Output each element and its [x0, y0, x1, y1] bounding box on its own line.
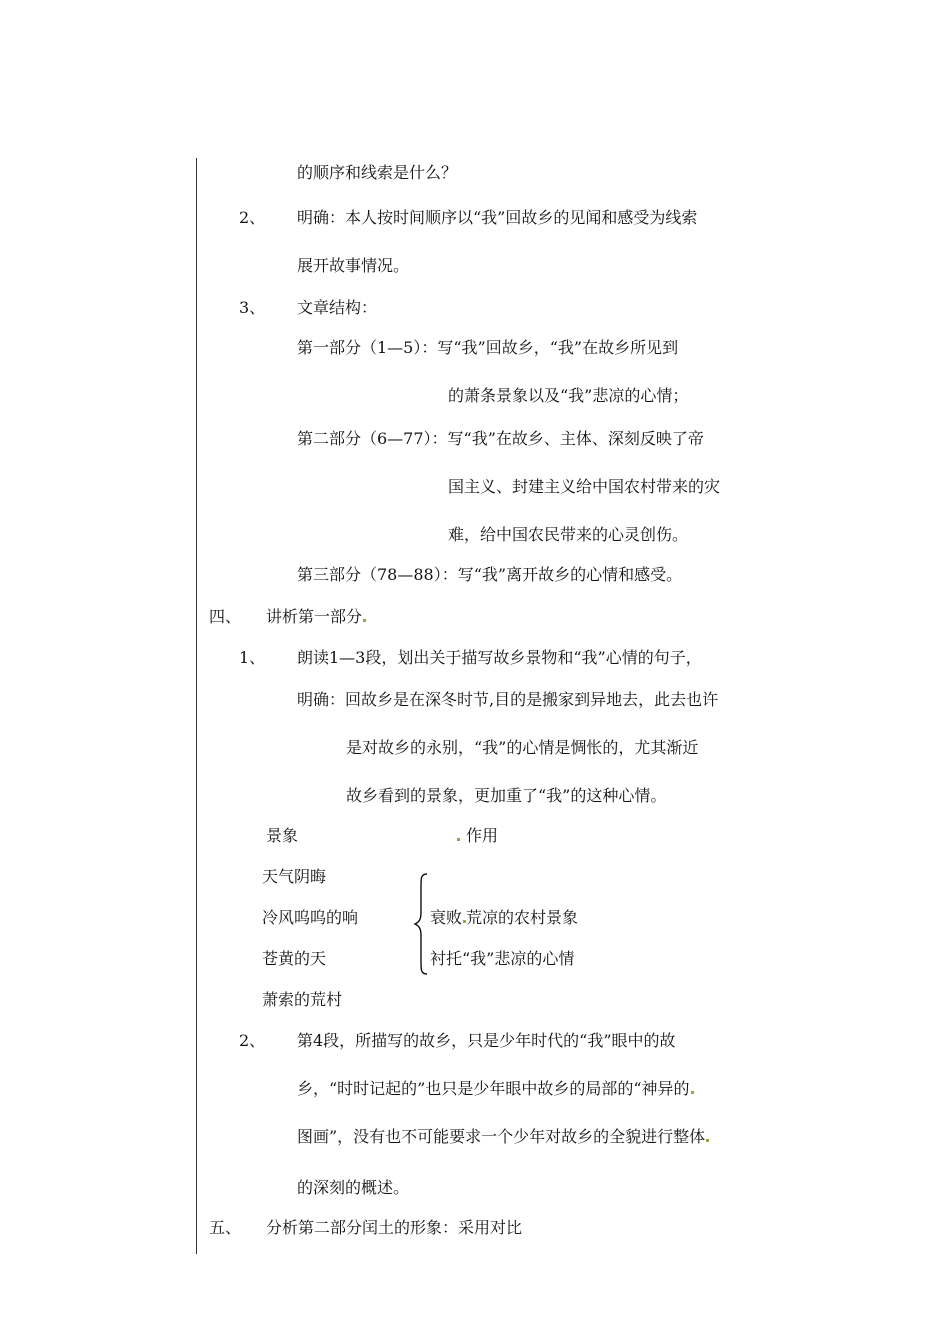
part-one-line: 的萧条景象以及“我”悲凉的心情； — [448, 386, 689, 405]
curly-brace-icon — [413, 872, 431, 976]
section-number: 四、 — [209, 607, 242, 626]
part-two-line: 第二部分（6—77）：写“我”在故乡、主体、深刻反映了帝 — [297, 429, 704, 448]
text-line: 明确：回故乡是在深冬时节,目的是搬家到异地去，此去也许 — [297, 690, 719, 709]
text-line: 展开故事情况。 — [297, 256, 410, 275]
section-number: 五、 — [209, 1218, 242, 1237]
text-line: 的深刻的概述。 — [297, 1178, 410, 1197]
margin-line — [196, 158, 197, 1254]
scene-item: 萧索的荒村 — [262, 990, 343, 1009]
text-line: 图画”，没有也不可能要求一个少年对故乡的全貌进行整体 — [297, 1127, 709, 1147]
item-number: 2、 — [239, 1031, 266, 1050]
item-number: 1、 — [239, 648, 266, 667]
item-number: 2、 — [239, 208, 266, 227]
text-line: 是对故乡的永别，“我”的心情是惆怅的，尤其渐近 — [346, 738, 699, 757]
table-header-effect: 作用 — [456, 826, 498, 846]
text-line: 朗读1—3段，划出关于描写故乡景物和“我”心情的句子， — [297, 648, 702, 667]
item-number: 3、 — [239, 298, 266, 317]
part-two-line: 国主义、封建主义给中国农村带来的灾 — [448, 477, 721, 496]
part-three-line: 第三部分（78—88）：写“我”离开故乡的心情和感受。 — [297, 565, 683, 584]
section-heading: 讲析第一部分 — [266, 607, 366, 627]
text-line: 故乡看到的景象，更加重了“我”的这种心情。 — [346, 786, 667, 805]
scene-item: 冷风呜呜的响 — [262, 908, 359, 927]
table-header-scene: 景象 — [266, 826, 299, 845]
text-line: 的顺序和线索是什么？ — [297, 163, 458, 182]
section-heading: 分析第二部分闰土的形象：采用对比 — [266, 1218, 523, 1237]
effect-item: 衰败 荒凉的农村景象 — [430, 908, 579, 927]
text-line: 文章结构： — [297, 298, 378, 317]
scene-item: 苍黄的天 — [262, 949, 327, 968]
text-line: 明确：本人按时间顺序以“我”回故乡的见闻和感受为线索 — [297, 208, 698, 227]
part-one-line: 第一部分（1—5）：写“我”回故乡，“我”在故乡所见到 — [297, 338, 679, 357]
text-line: 乡，“时时记起的”也只是少年眼中故乡的局部的“神异的 — [297, 1079, 694, 1099]
part-two-line: 难，给中国农民带来的心灵创伤。 — [448, 525, 689, 544]
effect-item: 衬托“我”悲凉的心情 — [430, 949, 575, 968]
text-line: 第4段，所描写的故乡，只是少年时代的“我”眼中的故 — [297, 1031, 676, 1050]
scene-item: 天气阴晦 — [262, 867, 327, 886]
